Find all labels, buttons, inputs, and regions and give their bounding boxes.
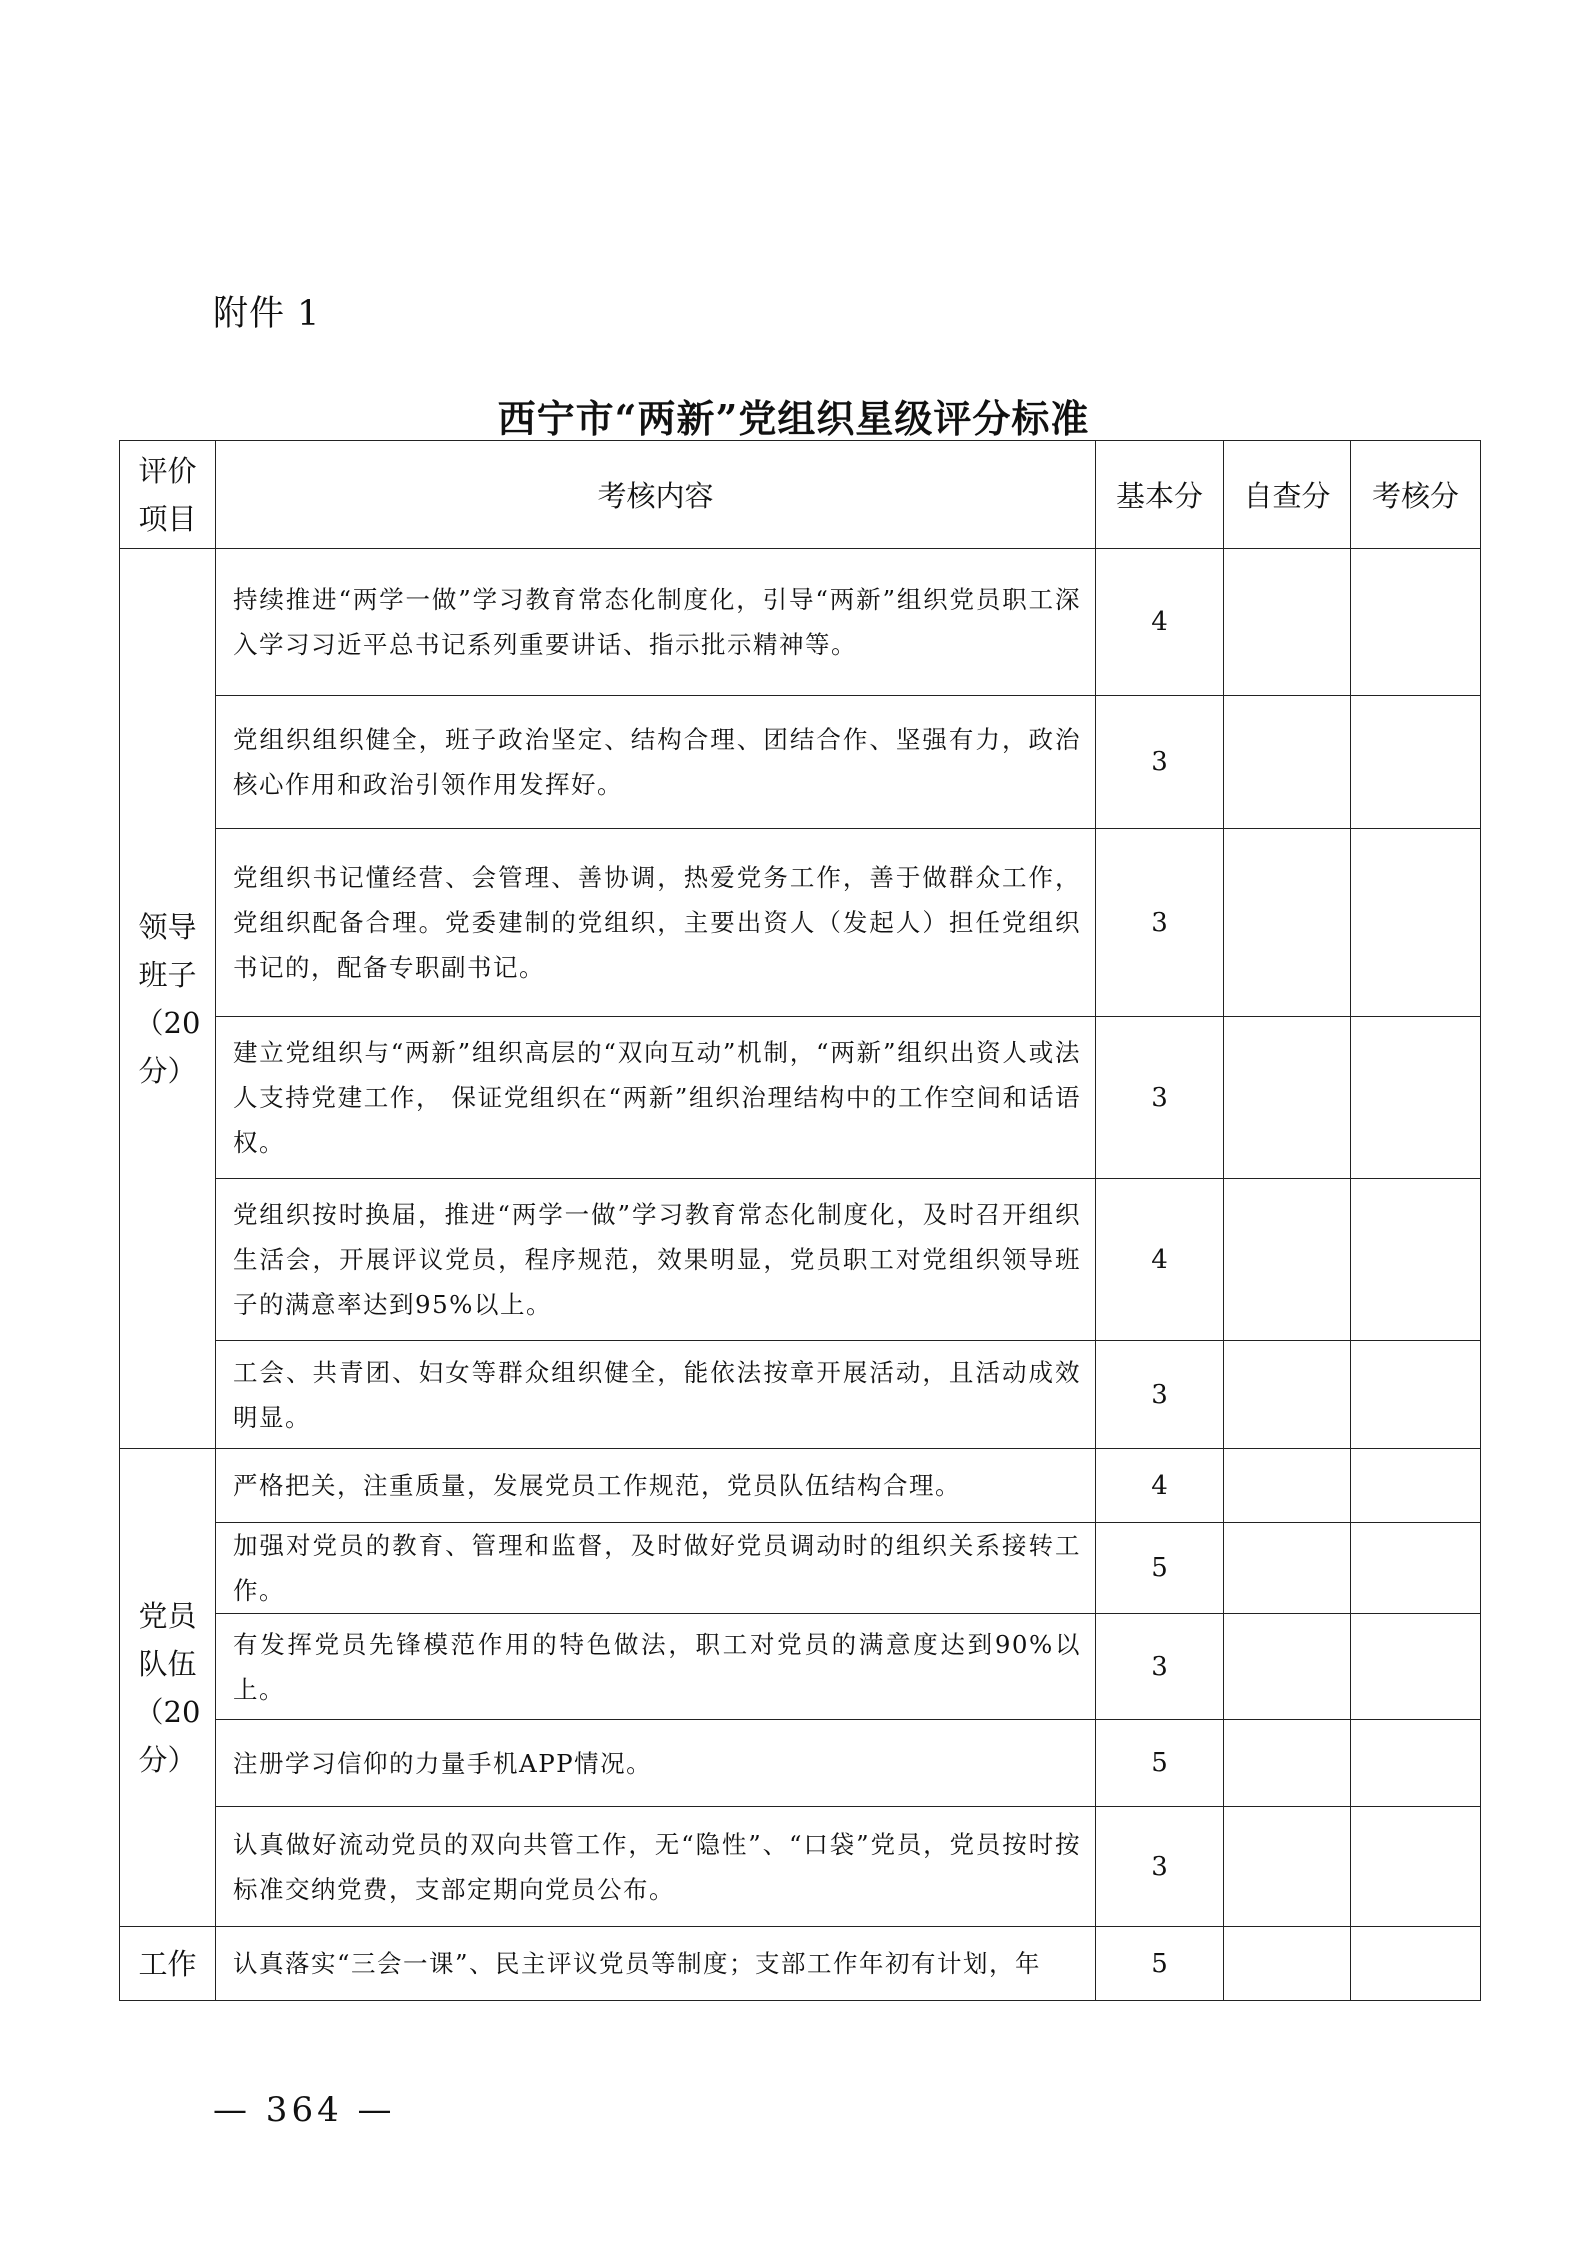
assessment-cell[interactable] — [1351, 1720, 1481, 1807]
scoring-table — [119, 440, 1481, 2001]
self-check-cell[interactable] — [1224, 1720, 1351, 1807]
criterion-content: 有发挥党员先锋模范作用的特色做法，职工对党员的满意度达到90%以上。 — [216, 1614, 1096, 1720]
document-title: 西宁市“两新”党组织星级评分标准 — [497, 396, 1090, 441]
category-line: 党员 — [138, 1598, 197, 1633]
category-line: 分） — [138, 1053, 197, 1088]
category-line: （20 — [134, 1694, 201, 1729]
base-score: 5 — [1096, 1720, 1224, 1807]
self-check-cell[interactable] — [1224, 1341, 1351, 1449]
table-row — [120, 1720, 1481, 1807]
self-check-cell[interactable] — [1224, 1017, 1351, 1179]
page-number: — 364 — — [213, 2090, 396, 2130]
base-score: 5 — [1096, 1927, 1224, 2001]
criterion-content: 建立党组织与“两新”组织高层的“双向互动”机制，“两新”组织出资人或法人支持党建工作， 保证党组织在“两新”组织治理结构中的工作空间和话语权。 — [216, 1017, 1096, 1179]
assessment-cell[interactable] — [1351, 1179, 1481, 1341]
criterion-content: 党组织按时换届，推进“两学一做”学习教育常态化制度化，及时召开组织生活会，开展评议党员，程序规范，效果明显，党员职工对党组织领导班子的满意率达到95%以上。 — [216, 1179, 1096, 1341]
criterion-content: 工会、共青团、妇女等群众组织健全，能依法按章开展活动，且活动成效明显。 — [216, 1341, 1096, 1449]
table-row — [120, 1017, 1481, 1179]
base-score: 3 — [1096, 1017, 1224, 1179]
base-score: 3 — [1096, 1614, 1224, 1720]
table-row — [120, 1341, 1481, 1449]
table-row — [120, 696, 1481, 829]
assessment-cell[interactable] — [1351, 1807, 1481, 1927]
assessment-cell[interactable] — [1351, 549, 1481, 696]
header-assessment: 考核分 — [1351, 441, 1481, 549]
assessment-cell[interactable] — [1351, 1927, 1481, 2001]
header-base-score: 基本分 — [1096, 441, 1224, 549]
assessment-cell[interactable] — [1351, 696, 1481, 829]
table-row — [120, 1927, 1481, 2001]
header-content: 考核内容 — [216, 441, 1096, 549]
table-row — [120, 1523, 1481, 1614]
self-check-cell[interactable] — [1224, 1614, 1351, 1720]
table-header-row — [120, 441, 1481, 549]
table-row — [120, 1449, 1481, 1523]
attachment-label: 附件 1 — [213, 294, 321, 334]
base-score: 3 — [1096, 1807, 1224, 1927]
self-check-cell[interactable] — [1224, 829, 1351, 1017]
self-check-cell[interactable] — [1224, 1179, 1351, 1341]
criterion-content: 严格把关，注重质量，发展党员工作规范，党员队伍结构合理。 — [216, 1449, 1096, 1523]
assessment-cell[interactable] — [1351, 829, 1481, 1017]
assessment-cell[interactable] — [1351, 1523, 1481, 1614]
criterion-content: 加强对党员的教育、管理和监督，及时做好党员调动时的组织关系接转工作。 — [216, 1523, 1096, 1614]
self-check-cell[interactable] — [1224, 1807, 1351, 1927]
base-score: 4 — [1096, 549, 1224, 696]
assessment-cell[interactable] — [1351, 1341, 1481, 1449]
base-score: 5 — [1096, 1523, 1224, 1614]
category-line: （20 — [134, 1005, 201, 1040]
assessment-cell[interactable] — [1351, 1449, 1481, 1523]
base-score: 4 — [1096, 1449, 1224, 1523]
criterion-content: 持续推进“两学一做”学习教育常态化制度化，引导“两新”组织党员职工深入学习习近平总书记系列重要讲话、指示批示精神等。 — [216, 549, 1096, 696]
category-line: 工作 — [138, 1946, 197, 1981]
self-check-cell[interactable] — [1224, 1523, 1351, 1614]
self-check-cell[interactable] — [1224, 1927, 1351, 2001]
category-line: 班子 — [138, 957, 197, 992]
table-row — [120, 1179, 1481, 1341]
base-score: 3 — [1096, 829, 1224, 1017]
base-score: 3 — [1096, 696, 1224, 829]
category-party-members — [120, 1449, 216, 1927]
table-row — [120, 1614, 1481, 1720]
assessment-cell[interactable] — [1351, 1017, 1481, 1179]
assessment-cell[interactable] — [1351, 1614, 1481, 1720]
criterion-content: 党组织组织健全，班子政治坚定、结构合理、团结合作、坚强有力，政治核心作用和政治引领作用发挥好。 — [216, 696, 1096, 829]
self-check-cell[interactable] — [1224, 1449, 1351, 1523]
table-row — [120, 1807, 1481, 1927]
category-line: 分） — [138, 1742, 197, 1777]
category-line: 领导 — [138, 909, 197, 944]
self-check-cell[interactable] — [1224, 549, 1351, 696]
category-line: 队伍 — [138, 1646, 197, 1681]
header-evaluation-item — [120, 441, 216, 549]
header-item-line: 评价 — [138, 453, 197, 488]
base-score: 4 — [1096, 1179, 1224, 1341]
criterion-content: 党组织书记懂经营、会管理、善协调，热爱党务工作，善于做群众工作，党组织配备合理。党委建制的党组织，主要出资人（发起人）担任党组织书记的，配备专职副书记。 — [216, 829, 1096, 1017]
category-work — [120, 1927, 216, 2001]
base-score: 3 — [1096, 1341, 1224, 1449]
header-self-check: 自查分 — [1224, 441, 1351, 549]
table-row — [120, 829, 1481, 1017]
table-row — [120, 549, 1481, 696]
category-leadership — [120, 549, 216, 1449]
criterion-content: 认真落实“三会一课”、民主评议党员等制度；支部工作年初有计划，年 — [216, 1927, 1096, 2001]
criterion-content: 认真做好流动党员的双向共管工作，无“隐性”、“口袋”党员，党员按时按标准交纳党费，支部定期向党员公布。 — [216, 1807, 1096, 1927]
self-check-cell[interactable] — [1224, 696, 1351, 829]
criterion-content: 注册学习信仰的力量手机APP情况。 — [216, 1720, 1096, 1807]
header-item-line: 项目 — [138, 501, 197, 536]
